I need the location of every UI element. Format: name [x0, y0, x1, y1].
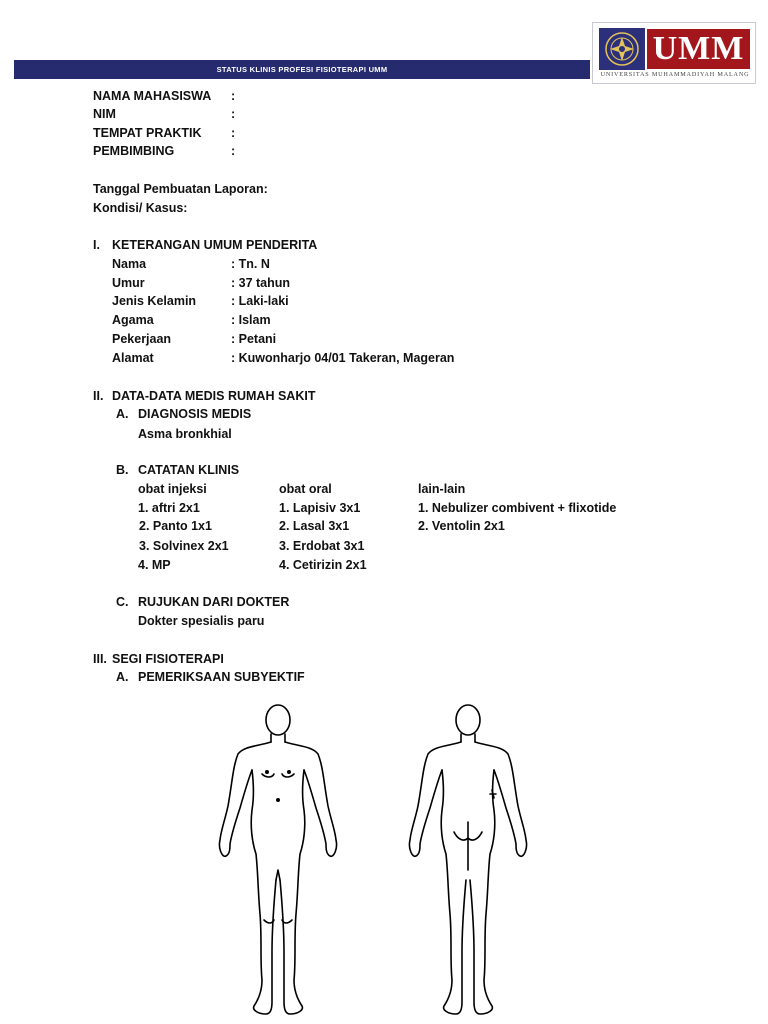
- section3-number: III.: [93, 652, 107, 666]
- injection-item: 3. Solvinex 2x1: [139, 539, 229, 553]
- patient-age-label: Umur: [112, 276, 145, 290]
- oral-item: 3. Erdobat 3x1: [279, 539, 365, 553]
- sep-pembimbing: :: [231, 144, 236, 158]
- section3-title: SEGI FISIOTERAPI: [112, 652, 224, 666]
- other-item: 2. Ventolin 2x1: [418, 519, 505, 533]
- label-nim: NIM: [93, 107, 116, 121]
- label-tempat-praktik: TEMPAT PRAKTIK: [93, 126, 202, 140]
- patient-religion-value: : Islam: [231, 313, 271, 327]
- sep-nama-mahasiswa: :: [231, 89, 236, 103]
- referral-title: RUJUKAN DARI DOKTER: [138, 595, 290, 609]
- patient-sex-label: Jenis Kelamin: [112, 294, 197, 308]
- oral-item: 4. Cetirizin 2x1: [279, 558, 367, 572]
- diagnosis-value: Asma bronkhial: [138, 427, 232, 441]
- header-title: STATUS KLINIS PROFESI FISIOTERAPI UMM: [216, 65, 388, 74]
- university-seal-icon: [599, 28, 645, 70]
- umm-logo: [592, 22, 756, 84]
- patient-name-value: : Tn. N: [231, 257, 270, 271]
- patient-address-label: Alamat: [112, 351, 154, 365]
- patient-job-value: : Petani: [231, 332, 277, 346]
- logo-wordmark: UMM: [647, 29, 750, 69]
- patient-name-label: Nama: [112, 257, 147, 271]
- section2-title: DATA-DATA MEDIS RUMAH SAKIT: [112, 389, 316, 403]
- body-chart-back-icon: [404, 702, 536, 1022]
- patient-age-value: : 37 tahun: [231, 276, 291, 290]
- patient-sex-value: : Laki-laki: [231, 294, 289, 308]
- section2-number: II.: [93, 389, 104, 403]
- oral-item: 1. Lapisiv 3x1: [279, 501, 361, 515]
- referral-value: Dokter spesialis paru: [138, 614, 265, 628]
- subjective-exam-title: PEMERIKSAAN SUBYEKTIF: [138, 670, 305, 684]
- other-item: 1. Nebulizer combivent + flixotide: [418, 501, 617, 515]
- sep-tempat-praktik: :: [231, 126, 236, 140]
- injection-item: 4. MP: [138, 558, 171, 572]
- label-nama-mahasiswa: NAMA MAHASISWA: [93, 89, 212, 103]
- logo-subtitle: UNIVERSITAS MUHAMMADIYAH MALANG: [600, 71, 750, 78]
- diagnosis-letter: A.: [116, 407, 129, 421]
- section1-title: KETERANGAN UMUM PENDERITA: [112, 238, 318, 252]
- case-label: Kondisi/ Kasus:: [93, 201, 188, 215]
- subjective-exam-letter: A.: [116, 670, 129, 684]
- diagnosis-title: DIAGNOSIS MEDIS: [138, 407, 252, 421]
- clinical-notes-title: CATATAN KLINIS: [138, 463, 240, 477]
- patient-address-value: : Kuwonharjo 04/01 Takeran, Mageran: [231, 351, 455, 365]
- report-date-label: Tanggal Pembuatan Laporan:: [93, 182, 268, 196]
- sep-nim: :: [231, 107, 236, 121]
- section1-number: I.: [93, 238, 100, 252]
- header-title-bar: [14, 60, 590, 79]
- patient-religion-label: Agama: [112, 313, 154, 327]
- col-header-other: lain-lain: [418, 482, 466, 496]
- col-header-oral: obat oral: [279, 482, 332, 496]
- referral-letter: C.: [116, 595, 129, 609]
- patient-job-label: Pekerjaan: [112, 332, 172, 346]
- col-header-injection: obat injeksi: [138, 482, 207, 496]
- clinical-notes-letter: B.: [116, 463, 129, 477]
- label-pembimbing: PEMBIMBING: [93, 144, 175, 158]
- body-chart-front-icon: [214, 702, 346, 1022]
- oral-item: 2. Lasal 3x1: [279, 519, 350, 533]
- injection-item: 1. aftri 2x1: [138, 501, 200, 515]
- injection-item: 2. Panto 1x1: [139, 519, 212, 533]
